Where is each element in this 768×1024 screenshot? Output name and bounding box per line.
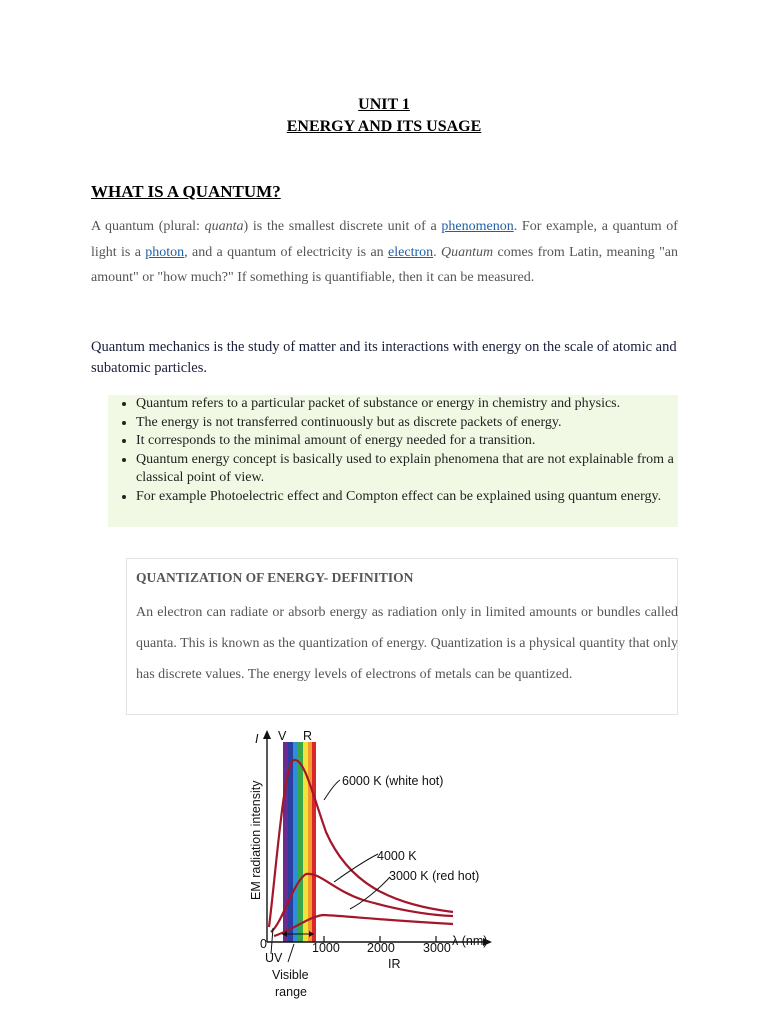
spectrum-green — [298, 742, 303, 942]
bullet-item: • Quantum energy concept is basically used to explain phenomena that are not explainable from a classical point of view. — [136, 451, 678, 488]
x-axis-label: λ (nm) — [452, 934, 488, 948]
curve-4000k-label: 4000 K — [377, 849, 417, 863]
quanta-italic: quanta — [204, 219, 244, 234]
x-tick-label-1000: 1000 — [312, 941, 340, 955]
intro-paragraph — [91, 214, 678, 291]
quantum-italic: Quantum — [440, 244, 494, 260]
phenomenon-link[interactable]: phenomenon — [441, 219, 514, 234]
intro-text: , and a quantum of electricity is an — [184, 244, 389, 260]
electron-link[interactable]: electron — [388, 244, 434, 260]
bullet-item: • The energy is not transferred continuously but as discrete packets of energy. — [136, 414, 678, 433]
intro-text: . For example, a quantum of light is a — [91, 219, 678, 260]
x-tick-label-3000: 3000 — [423, 941, 451, 955]
bullet-item: • Quantum refers to a particular packet of substance or energy in chemistry and physics. — [136, 395, 678, 414]
uv-label: UV — [265, 951, 283, 965]
quantum-mechanics-paragraph: Quantum mechanics is the study of matter and its interactions with energy on the scale of atomic and subatomic particles. — [91, 339, 677, 376]
ir-label: IR — [388, 957, 401, 971]
intro-text: ) is the smallest discrete unit of a — [243, 219, 442, 234]
spectrum-orange — [308, 742, 312, 942]
definition-text: An electron can radiate or absorb energy as radiation only in limited amounts or bundles called quanta. This is known as the quantization of energy. Quantization is a physical quantity that only has discrete values. The energy levels of electrons of metals can be quantized. — [136, 605, 678, 682]
visible-label-line1: Visible — [272, 968, 309, 982]
bullet-item: • For example Photoelectric effect and Compton effect can be explained using quantum energy. — [136, 488, 678, 507]
x-tick-label-0: 0 — [260, 937, 267, 951]
spectrum-cyan — [293, 742, 298, 942]
curve-6000k-label: 6000 K (white hot) — [342, 774, 444, 788]
blackbody-radiation-figure — [238, 722, 508, 1012]
definition-title: QUANTIZATION OF ENERGY- DEFINITION — [136, 570, 414, 585]
visible-label-line2: range — [275, 985, 307, 999]
curve-3000k-label: 3000 K (red hot) — [389, 869, 480, 883]
visible-pointer — [288, 944, 294, 962]
unit-number: UNIT 1 — [358, 96, 410, 113]
spectrum-red — [312, 742, 316, 942]
intro-text: A quantum (plural: — [91, 219, 205, 234]
leader-6000k — [324, 780, 340, 800]
y-axis-label: EM radiation intensity — [249, 780, 263, 900]
intro-text: comes from Latin, meaning "an amount" or "how much?" If something is quantifiable, then it can be measured. — [91, 244, 678, 285]
r-label: R — [303, 729, 313, 743]
v-label: V — [278, 729, 287, 743]
unit-title: ENERGY AND ITS USAGE — [286, 118, 482, 135]
bullet-item: • It corresponds to the minimal amount of energy needed for a transition. — [136, 432, 678, 451]
intro-text: . — [433, 244, 441, 260]
x-tick-label-2000: 2000 — [367, 941, 395, 955]
section-heading: WHAT IS A QUANTUM? — [91, 182, 281, 201]
y-axis-symbol: I — [255, 732, 259, 746]
definition-box — [126, 558, 678, 715]
photon-link[interactable]: photon — [145, 244, 185, 260]
bullet-list — [108, 395, 678, 506]
bullet-list-box — [108, 395, 678, 527]
y-axis-arrow — [263, 730, 271, 739]
